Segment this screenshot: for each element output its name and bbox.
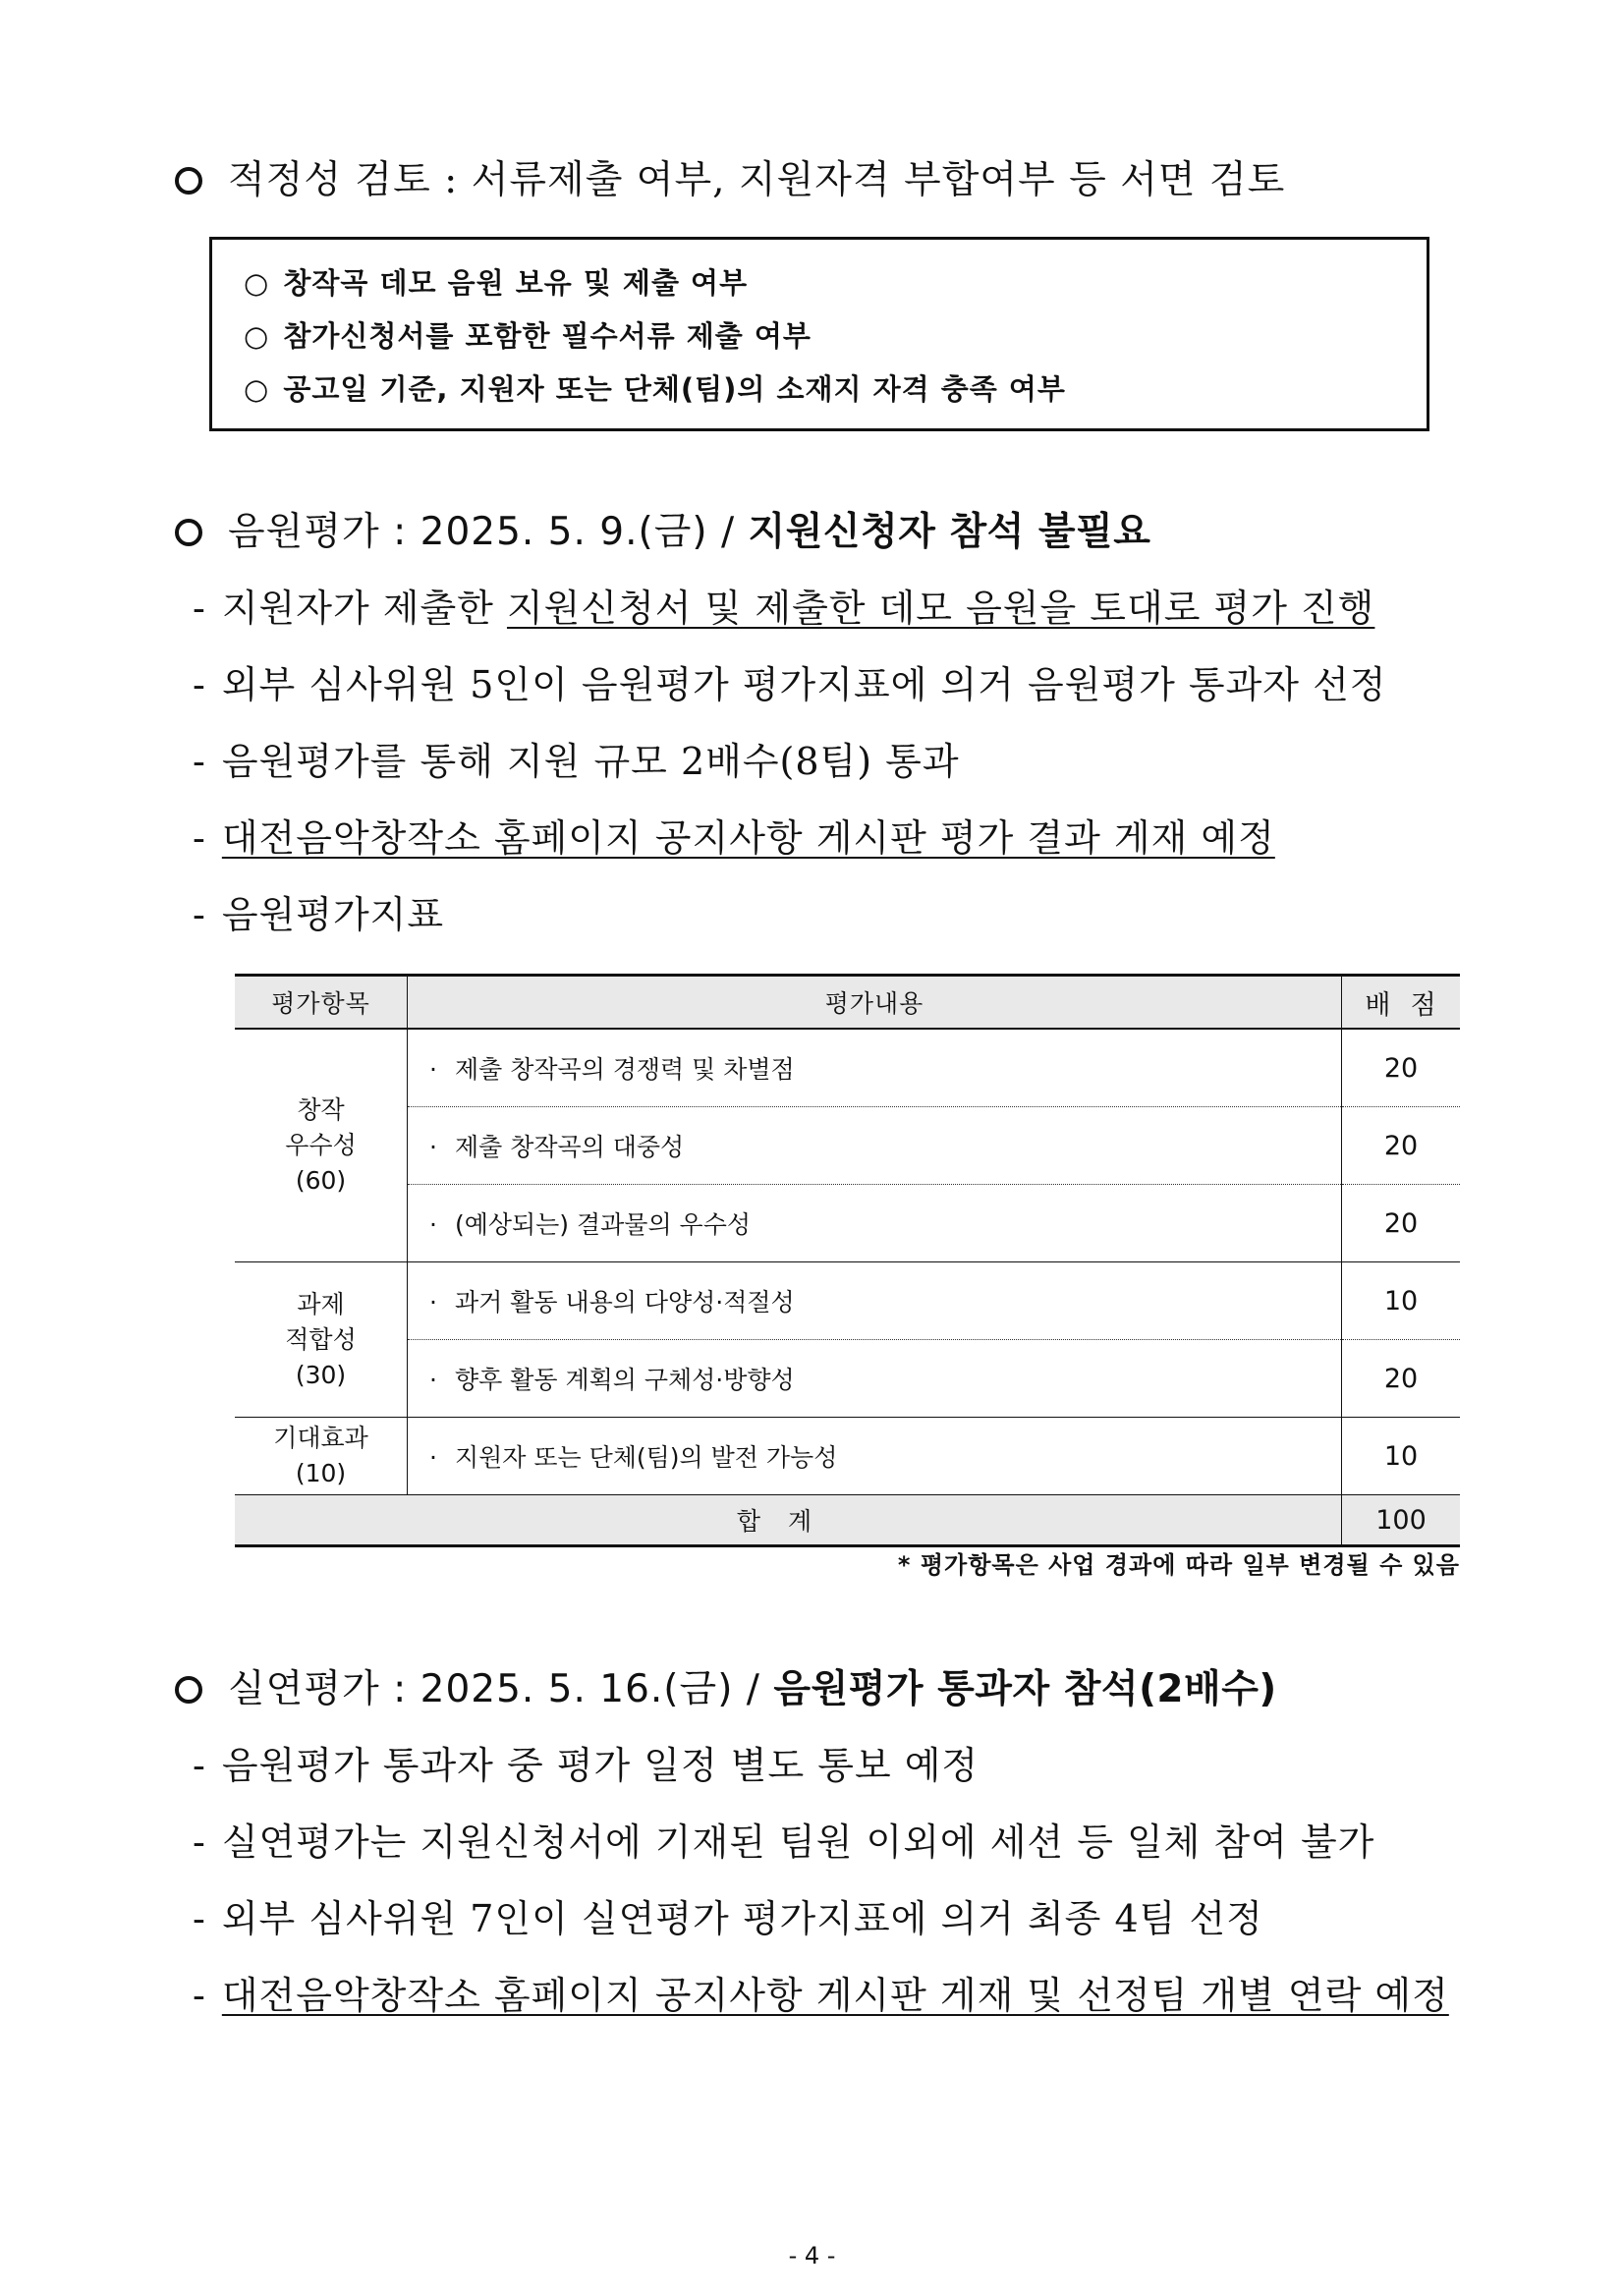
column-header: 평가내용 [408,976,1342,1030]
table-row [235,1107,1460,1185]
category-cell: 창작 우수성 (60) [235,1029,408,1262]
score-cell: 10 [1342,1262,1461,1340]
table-row [235,1418,1460,1495]
category-cell: 과제 적합성 (30) [235,1262,408,1418]
column-header: 배 점 [1342,976,1461,1030]
review-criteria-box [209,237,1429,431]
list-item: - 외부 심사위원 5인이 음원평가 평가지표에 의거 음원평가 통과자 선정 [193,663,1387,706]
hollow-circle-bullet-icon [175,1676,202,1704]
table-row [235,1029,1460,1107]
score-cell: 20 [1342,1185,1461,1262]
content-cell: · 제출 창작곡의 경쟁력 및 차별점 [408,1029,1342,1107]
box-item: ○ 참가신청서를 포함한 필수서류 제출 여부 [244,319,812,353]
score-cell: 20 [1342,1107,1461,1185]
table-row [235,1340,1460,1418]
box-item: ○ 공고일 기준, 지원자 또는 단체(팀)의 소재지 자격 충족 여부 [244,372,1066,406]
table-header-row [235,976,1460,1030]
table-row [235,1185,1460,1262]
content-cell: · 향후 활동 계획의 구체성·방향성 [408,1340,1342,1418]
content-cell: · (예상되는) 결과물의 우수성 [408,1185,1342,1262]
list-item: - 음원평가를 통해 지원 규모 2배수(8팀) 통과 [193,740,960,783]
audio-evaluation-table [235,974,1460,1547]
hollow-circle-bullet-icon [175,167,202,195]
list-item: - 대전음악창작소 홈페이지 공지사항 게시판 평가 결과 게재 예정 [193,816,1275,860]
hollow-circle-bullet-icon [175,519,202,546]
page-number: - 4 - [788,2242,836,2269]
list-item: - 실연평가는 지원신청서에 기재된 팀원 이외에 세션 등 일체 참여 불가 [193,1820,1375,1864]
table-row [235,1262,1460,1340]
list-item: - 대전음악창작소 홈페이지 공지사항 게시판 게재 및 선정팀 개별 연락 예정 [193,1974,1449,2017]
total-label: 합계 [235,1495,1342,1546]
column-header: 평가항목 [235,976,408,1030]
total-row [235,1495,1460,1546]
score-cell: 20 [1342,1340,1461,1418]
category-cell: 기대효과 (10) [235,1418,408,1495]
list-item: - 음원평가지표 [193,893,445,936]
table-footnote: * 평가항목은 사업 경과에 따라 일부 변경될 수 있음 [897,1551,1460,1579]
section-heading-audio-evaluation: 음원평가 : 2025. 5. 9.(금) / 지원신청자 참석 불필요 [175,501,1150,556]
list-item: - 음원평가 통과자 중 평가 일정 별도 통보 예정 [193,1744,980,1787]
content-cell: · 과거 활동 내용의 다양성·적절성 [408,1262,1342,1340]
content-cell: · 제출 창작곡의 대중성 [408,1107,1342,1185]
box-item: ○ 창작곡 데모 음원 보유 및 제출 여부 [244,266,749,300]
section-heading-live-evaluation: 실연평가 : 2025. 5. 16.(금) / 음원평가 통과자 참석(2배수) [175,1658,1277,1713]
score-cell: 10 [1342,1418,1461,1495]
content-cell: · 지원자 또는 단체(팀)의 발전 가능성 [408,1418,1342,1495]
score-cell: 20 [1342,1029,1461,1107]
list-item: - 외부 심사위원 7인이 실연평가 평가지표에 의거 최종 4팀 선정 [193,1897,1263,1940]
section-heading-review: 적정성 검토 : 서류제출 여부, 지원자격 부합여부 등 서면 검토 [175,149,1285,204]
list-item: - 지원자가 제출한 지원신청서 및 제출한 데모 음원을 토대로 평가 진행 [193,587,1375,630]
total-score: 100 [1342,1495,1461,1546]
